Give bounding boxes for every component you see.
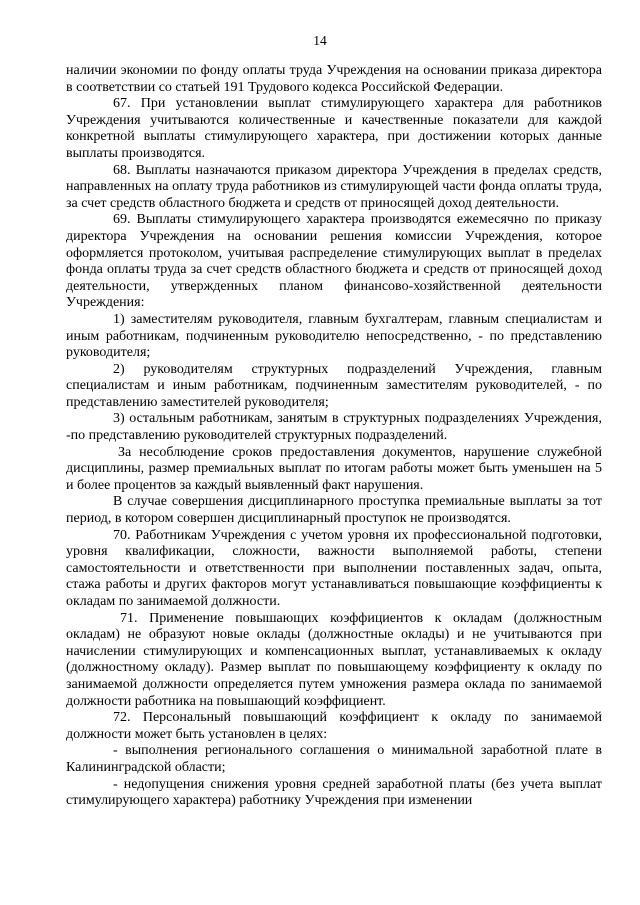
list-item-72-a: - выполнения регионального соглашения о минимальной заработной плате в Калининградской области; (66, 743, 602, 775)
list-item-69-2: 2) руководителям структурных подразделений Учреждения, главным специалистам и иным работникам, подчиненным заместителям руководителей, - по представлению заместителей руководителя; (66, 361, 602, 410)
paragraph-violations: За несоблюдение сроков предоставления документов, нарушение служебной дисциплины, размер премиальных выплат по итогам работы может быть уменьшен на 5 и более процентов за каждый выявленный факт нарушения. (66, 444, 602, 493)
paragraph-continuation: наличии экономии по фонду оплаты труда Учреждения на основании приказа директора в соответствии со статьей 191 Трудового кодекса Российской Федерации. (66, 63, 602, 95)
paragraph-69: 69. Выплаты стимулирующего характера производятся ежемесячно по приказу директора Учреждения на основании решения комиссии Учреждения, которое оформляется протоколом, учитывая распределение стимулирующих выплат в пределах фонда оплаты труда за счет средств областного бюджета и средств от приносящей доход деятельности, утвержденных планом финансово-хозяйственной деятельности Учреждения: (66, 212, 602, 311)
list-item-69-1: 1) заместителям руководителя, главным бухгалтерам, главным специалистам и иным работникам, подчиненным руководителю непосредственно, - по представлению руководителя; (66, 311, 602, 361)
list-item-72-b: - недопущения снижения уровня средней заработной платы (без учета выплат стимулирующего характера) работнику Учреждения при изменении (66, 776, 602, 809)
paragraph-disciplinary: В случае совершения дисциплинарного проступка премиальные выплаты за тот период, в котором совершен дисциплинарный проступок не производятся. (66, 494, 602, 527)
paragraph-67: 67. При установлении выплат стимулирующего характера для работников Учреждения учитываются количественные и качественные показатели для каждой конкретной выплаты стимулирующего характера, при достижении которых данные выплаты производятся. (66, 96, 602, 161)
paragraph-72: 72. Персональный повышающий коэффициент к окладу по занимаемой должности может быть установлен в целях: (66, 710, 602, 742)
page-number: 14 (313, 33, 327, 48)
list-item-69-3: 3) остальным работникам, занятым в структурных подразделениях Учреждения, -по представлению руководителей структурных подразделений. (66, 411, 602, 444)
paragraph-71: 71. Применение повышающих коэффициентов к окладам (должностным окладам) не образуют новые оклады (должностные оклады) и не учитываются при начислении стимулирующих и компенсационных выплат, устанавливаемых к окладу (должностному окладу). Размер выплат по повышающему коэффициенту к окладу по занимаемой должности определяется путем умножения размера оклада по занимаемой должности работника на повышающий коэффициент. (66, 610, 602, 709)
document-body (66, 63, 602, 810)
paragraph-70: 70. Работникам Учреждения с учетом уровня их профессиональной подготовки, уровня квалификации, сложности, важности выполняемой работы, степени самостоятельности и ответственности при выполнении поставленных задач, опыта, стажа работы и других факторов могут устанавливаться повышающие коэффициенты к окладам по занимаемой должности. (66, 527, 602, 609)
paragraph-68: 68. Выплаты назначаются приказом директора Учреждения в пределах средств, направленных на оплату труда работников из стимулирующей части фонда оплаты труда, за счет средств областного бюджета и средств от приносящей доход деятельности. (66, 162, 602, 211)
